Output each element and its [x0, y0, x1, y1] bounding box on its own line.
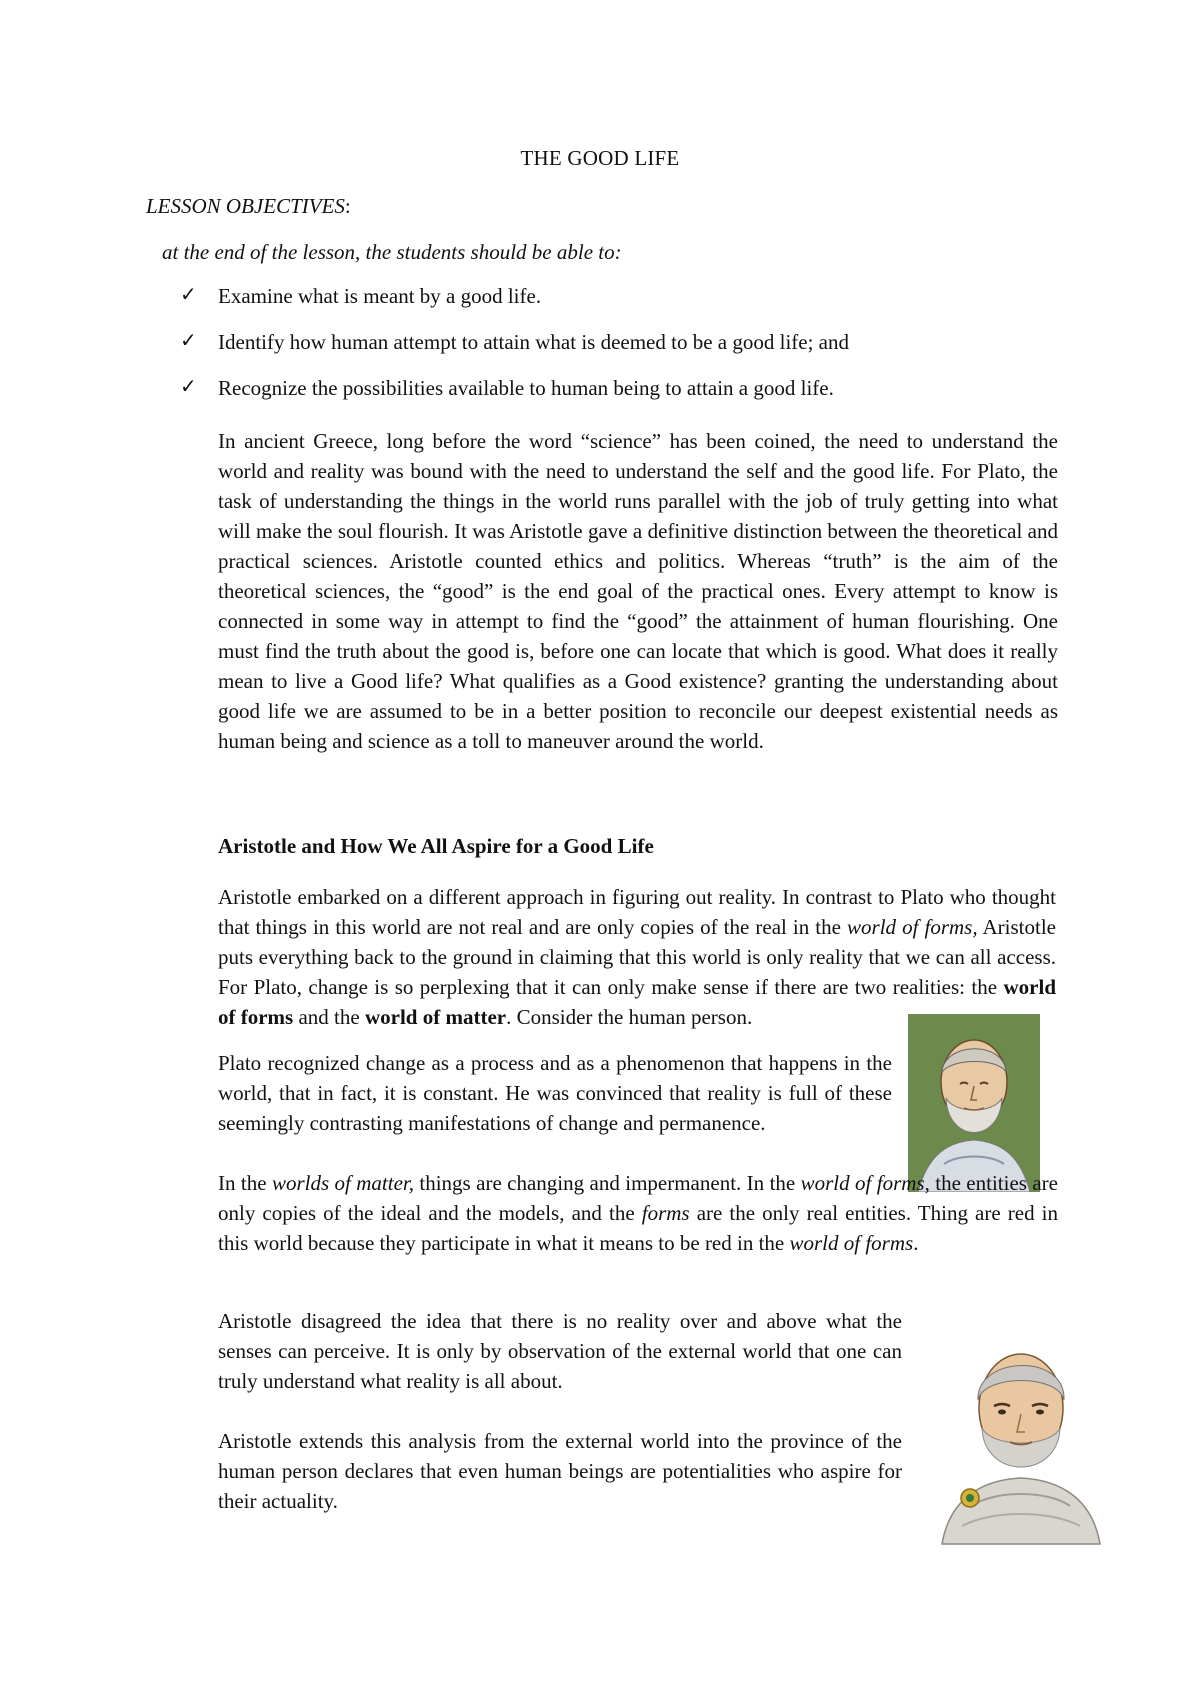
- aristotle-portrait-drawing: [932, 1330, 1110, 1546]
- text-run-italic: world of forms: [789, 1231, 914, 1255]
- text-run: are the only real entities. Thing are red in this world because they participate in what it means to be red in the: [218, 1201, 1059, 1255]
- objectives-heading: [146, 194, 351, 219]
- objective-text: Identify how human attempt to attain what is deemed to be a good life; and: [218, 330, 849, 354]
- objectives-intro: at the end of the lesson, the students should be able to:: [162, 240, 622, 264]
- paragraph-aristotle-disagreed: Aristotle disagreed the idea that there is no reality over and above what the senses can perceive. It is only by observation of the external world that one can truly understand what reality is all about.: [218, 1309, 902, 1393]
- text-run: .: [913, 1231, 919, 1255]
- paragraph-aristotle-extends: Aristotle extends this analysis from the external world into the province of the human person declares that even human beings are potentialities who aspire for their actuality.: [218, 1429, 902, 1513]
- text-run-bold: world of forms: [218, 975, 1056, 1029]
- text-run: In the: [218, 1171, 272, 1195]
- text-run: . Consider the human person.: [506, 1005, 753, 1029]
- check-icon: ✓: [180, 282, 197, 306]
- text-run-italic: worlds of matter,: [271, 1171, 414, 1195]
- objectives-heading-text: LESSON OBJECTIVES: [146, 194, 345, 218]
- text-run: , the entities are only copies of the ideal and the models, and the: [218, 1171, 1058, 1225]
- objectives-heading-colon: :: [344, 194, 351, 218]
- check-icon: ✓: [180, 328, 197, 352]
- text-run: Aristotle embarked on a different approach in figuring out reality. In contrast to Plato who thought that things in this world are not real and are only copies of the real in the: [218, 885, 1056, 939]
- objective-text: Examine what is meant by a good life.: [218, 284, 542, 308]
- text-run-bold: world of matter: [364, 1005, 507, 1029]
- intro-paragraph: In ancient Greece, long before the word “science” has been coined, the need to understand the world and reality was bound with the need to understand the self and the good life. For Plato, the task of understanding the things in the world runs parallel with the job of truly getting into what will make the soul flourish. It was Aristotle gave a definitive distinction between the theoretical and practical sciences. Aristotle counted ethics and politics. Whereas “truth” is the aim of the theoretical sciences, the “good” is the end goal of the practical ones. Every attempt to know is connected in some way in attempt to find the “good” the attainment of human flourishing. One must find the truth about the good is, before one can locate that which is good. What does it really mean to live a Good life? What qualifies as a Good existence? granting the understanding about good life we are assumed to be in a better position to reconcile our deepest existential needs as human being and science as a toll to maneuver around the world.: [218, 429, 1058, 753]
- text-run-italic: forms: [641, 1201, 690, 1225]
- page-title: THE GOOD LIFE: [520, 146, 680, 170]
- plato-portrait: [908, 1014, 1040, 1192]
- plato-portrait-drawing: [908, 1014, 1040, 1192]
- text-run: and the: [293, 1005, 365, 1029]
- paragraph-aristotle-approach: [218, 882, 1056, 1032]
- text-run: things are changing and impermanent. In the: [414, 1171, 801, 1195]
- section-heading: Aristotle and How We All Aspire for a Good Life: [218, 834, 654, 858]
- paragraph-plato-change: Plato recognized change as a process and as a phenomenon that happens in the world, that in fact, it is constant. He was convinced that reality is full of these seemingly contrasting manifestations of change and permanence.: [218, 1051, 892, 1135]
- paragraph-worlds: [218, 1168, 1058, 1258]
- objective-text: Recognize the possibilities available to human being to attain a good life.: [218, 376, 834, 400]
- check-icon: ✓: [180, 374, 197, 398]
- text-run-italic: world of forms: [800, 1171, 925, 1195]
- aristotle-portrait: [932, 1330, 1110, 1546]
- text-run-italic: world of forms,: [847, 915, 978, 939]
- text-run: Aristotle puts everything back to the ground in claiming that this world is only reality that we can all access. For Plato, change is so perplexing that it can only make sense if there are two realities: the: [218, 915, 1057, 999]
